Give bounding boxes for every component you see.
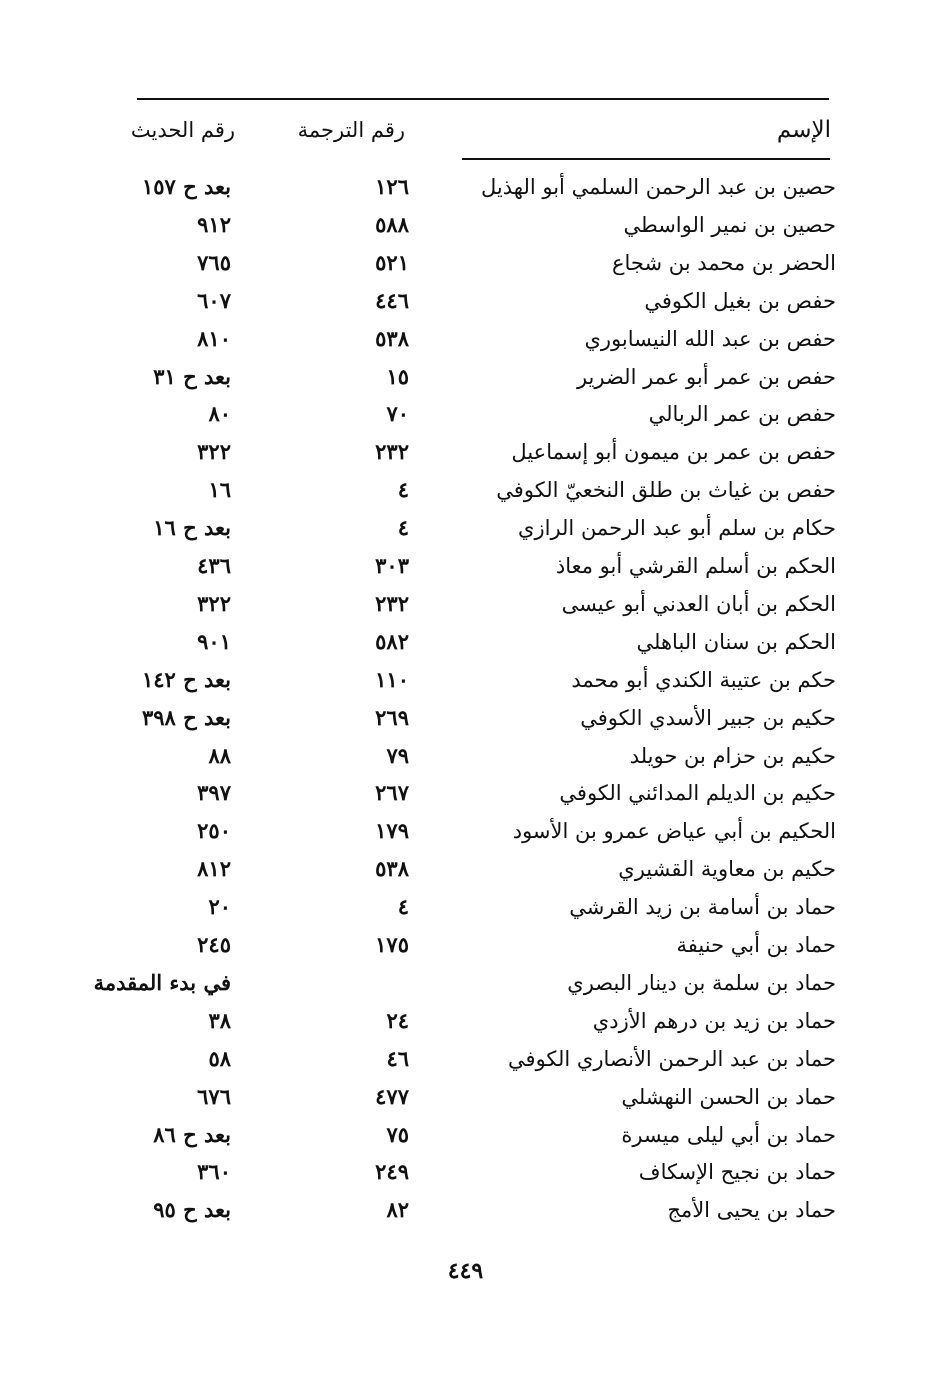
row-name: الحكم بن سنان الباهلي [636, 629, 836, 654]
row-tarjama-number: ٢٤٩ [375, 1159, 409, 1185]
table-row [0, 850, 931, 888]
row-name: حماد بن عبد الرحمن الأنصاري الكوفي [508, 1046, 836, 1071]
row-name: حصين بن نمير الواسطي [623, 212, 836, 237]
row-tarjama-number: ٥٢١ [375, 249, 409, 275]
table-row [0, 926, 931, 964]
row-tarjama-number: ١٧٥ [375, 932, 409, 957]
table-row [0, 471, 931, 509]
row-tarjama-number: ٨٢ [386, 1197, 409, 1223]
row-tarjama-number: ٢٦٧ [375, 780, 409, 806]
row-tarjama-number: ١٢٦ [375, 174, 409, 199]
row-hadith-number: ٦٠٧ [197, 287, 231, 313]
header-hadith-number: رقم الحديث [130, 118, 235, 142]
row-hadith-number: بعد ح ١٥٧ [141, 174, 231, 199]
row-name: حماد بن نجيح الإسكاف [638, 1160, 836, 1185]
row-name: حفص بن عمر أبو عمر الضرير [576, 364, 836, 389]
table-row [0, 623, 931, 661]
table-row [0, 433, 931, 471]
row-name: الحكم بن أسلم القرشي أبو معاذ [555, 554, 836, 578]
row-tarjama-number: ١٧٩ [375, 818, 409, 844]
row-hadith-number: ٢٠ [208, 894, 231, 920]
table-row [0, 1002, 931, 1040]
row-hadith-number: ٢٤٥ [197, 932, 231, 957]
table-row [0, 1191, 931, 1229]
header-tarjama-number: رقم الترجمة [297, 118, 405, 142]
row-name: حماد بن أبي حنيفة [676, 933, 836, 957]
row-tarjama-number: ٢٤ [386, 1007, 409, 1033]
table-row [0, 320, 931, 358]
table-row [0, 1078, 931, 1116]
row-hadith-number: ٣٦٠ [197, 1159, 231, 1185]
row-tarjama-number: ٢٣٢ [375, 439, 409, 465]
table-row [0, 661, 931, 699]
row-name: حكيم بن جبير الأسدي الكوفي [580, 705, 836, 730]
row-name: حفص بن عبد الله النيسابوري [584, 326, 836, 351]
table-row [0, 168, 931, 206]
row-name: حفص بن غياث بن طلق النخعيّ الكوفي [496, 478, 836, 503]
row-hadith-number: ٩١٢ [197, 211, 231, 237]
row-hadith-number: بعد ح ٩٥ [153, 1197, 231, 1223]
row-hadith-number: ٨٨ [208, 742, 231, 768]
row-name: حماد بن يحيى الأمج [667, 1198, 836, 1223]
row-name: حماد بن سلمة بن دينار البصري [567, 970, 836, 995]
row-hadith-number: ٤٣٦ [197, 553, 231, 578]
table-row [0, 358, 931, 396]
row-name: حكام بن سلم أبو عبد الرحمن الرازي [518, 516, 836, 541]
row-hadith-number: ٧٦٥ [197, 249, 231, 275]
row-name: حكيم بن معاوية القشيري [618, 857, 836, 882]
row-hadith-number: بعد ح ٣٩٨ [141, 704, 231, 730]
row-hadith-number: ٣٢٢ [197, 590, 231, 616]
row-name: حماد بن الحسن النهشلي [621, 1084, 836, 1109]
row-tarjama-number: ٤٦ [386, 1045, 409, 1071]
table-row [0, 1116, 931, 1154]
table-row [0, 585, 931, 623]
row-tarjama-number: ٥٣٨ [375, 325, 409, 351]
row-name: الحكيم بن أبي عياض عمرو بن الأسود [512, 819, 836, 844]
table-row [0, 699, 931, 737]
row-hadith-number: ٩٠١ [197, 628, 231, 654]
row-name: حكم بن عتيبة الكندي أبو محمد [571, 667, 836, 692]
table-row [0, 509, 931, 547]
row-hadith-number: في بدء المقدمة [93, 969, 231, 995]
row-tarjama-number: ٤٤٦ [375, 287, 409, 313]
row-hadith-number: ٣٩٧ [197, 780, 231, 806]
row-hadith-number: بعد ح ٨٦ [153, 1121, 231, 1147]
header-underline [462, 158, 830, 160]
row-tarjama-number: ١١٠ [375, 666, 409, 692]
row-tarjama-number: ٥٨٨ [375, 211, 409, 237]
row-name: الحضر بن محمد بن شجاع [612, 250, 836, 275]
row-name: حكيم بن حزام بن حويلد [629, 743, 836, 768]
row-hadith-number: بعد ح ٣١ [153, 363, 231, 389]
top-rule [137, 98, 829, 100]
row-tarjama-number: ٥٣٨ [375, 856, 409, 882]
row-tarjama-number: ٤ [397, 894, 409, 920]
row-name: الحكم بن أبان العدني أبو عيسى [561, 591, 836, 616]
row-name: حفص بن عمر الربالي [648, 402, 836, 427]
row-tarjama-number: ٢٦٩ [375, 704, 409, 730]
row-hadith-number: ٨١٢ [197, 856, 231, 882]
table-row [0, 888, 931, 926]
row-name: حماد بن أسامة بن زيد القرشي [569, 895, 836, 920]
row-hadith-number: ٢٥٠ [197, 818, 231, 844]
row-tarjama-number: ٧٠ [386, 401, 409, 427]
row-hadith-number: ٨٠ [208, 401, 231, 427]
table-row [0, 395, 931, 433]
header-name: الإسم [776, 117, 831, 143]
row-tarjama-number: ٣٠٣ [375, 553, 409, 578]
table-row [0, 1040, 931, 1078]
table-row [0, 282, 931, 320]
row-hadith-number: ٥٨ [208, 1045, 231, 1071]
table-row [0, 964, 931, 1002]
table-row [0, 1153, 931, 1191]
row-tarjama-number: ٧٩ [386, 742, 409, 768]
row-name: حصين بن عبد الرحمن السلمي أبو الهذيل [481, 175, 836, 199]
table-row [0, 206, 931, 244]
row-tarjama-number: ٤٧٧ [375, 1083, 409, 1109]
table-row [0, 737, 931, 775]
row-name: حماد بن زيد بن درهم الأزدي [592, 1008, 836, 1033]
row-tarjama-number: ٥٨٢ [375, 628, 409, 654]
page-number: ٤٤٩ [447, 1258, 484, 1284]
table-row [0, 244, 931, 282]
row-hadith-number: ٣٨ [208, 1007, 231, 1033]
row-name: حفص بن بغيل الكوفي [644, 288, 836, 313]
row-hadith-number: ٨١٠ [197, 325, 231, 351]
table-row [0, 547, 931, 585]
table-row [0, 774, 931, 812]
table-row [0, 812, 931, 850]
row-hadith-number: ٦٧٦ [197, 1083, 231, 1109]
row-tarjama-number: ٤ [397, 515, 409, 541]
row-hadith-number: بعد ح ١٦ [153, 515, 231, 541]
row-name: حكيم بن الديلم المدائني الكوفي [559, 781, 836, 806]
row-tarjama-number: ٢٣٢ [375, 590, 409, 616]
row-name: حماد بن أبي ليلى ميسرة [621, 1122, 836, 1147]
row-tarjama-number: ٧٥ [386, 1121, 409, 1147]
row-tarjama-number: ١٥ [386, 363, 409, 389]
row-name: حفص بن عمر بن ميمون أبو إسماعيل [511, 440, 836, 465]
row-hadith-number: ١٦ [208, 477, 231, 503]
row-tarjama-number: ٤ [397, 477, 409, 503]
row-hadith-number: ٣٢٢ [197, 439, 231, 465]
row-hadith-number: بعد ح ١٤٢ [141, 666, 231, 692]
